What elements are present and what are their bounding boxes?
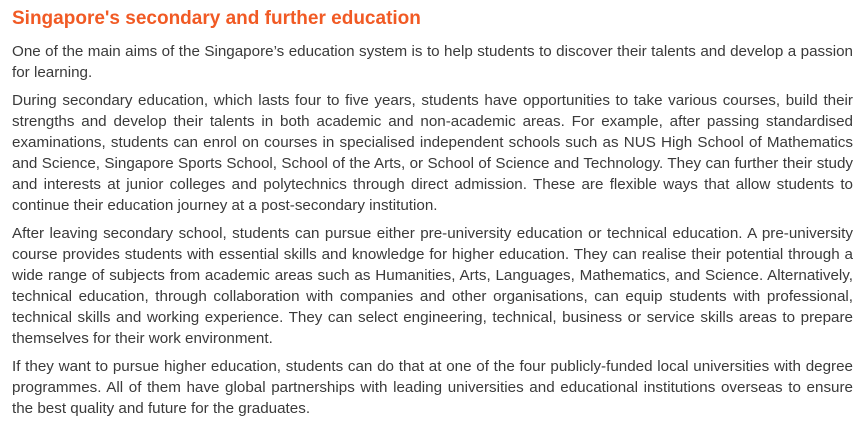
paragraph-intro: One of the main aims of the Singapore’s education system is to help students to discover their talents and develop a passion for learning.	[12, 43, 853, 81]
paragraph-secondary-education: During secondary education, which lasts four to five years, students have opportunities to take various courses, build their strengths and develop their talents in both academic and non-academic areas. For example, after passing standardised examinations, students can enrol on courses in specialised independent schools such as NUS High School of Mathematics and Science, Singapore Sports School, School of the Arts, or School of Science and Technology. They can further their study and interests at junior colleges and polytechnics through direct admission. These are flexible ways that allow students to continue their education journey at a post-secondary institution.	[12, 92, 853, 214]
paragraph-after-secondary: After leaving secondary school, students can pursue either pre-university education or technical education. A pre-university course provides students with essential skills and knowledge for higher education. They can realise their potential through a wide range of subjects from academic areas such as Humanities, Arts, Languages, Mathematics, and Science. Alternatively, technical education, through collaboration with companies and other organisations, can equip students with professional, technical skills and working experience. They can select engineering, technical, business or service skills areas to prepare themselves for their work environment.	[12, 225, 853, 347]
page-title: Singapore's secondary and further education	[12, 8, 421, 29]
paragraph-higher-education: If they want to pursue higher education, students can do that at one of the four publicly-funded local universities with degree programmes. All of them have global partnerships with leading universities and educational institutions overseas to ensure the best quality and future for the graduates.	[12, 358, 853, 417]
